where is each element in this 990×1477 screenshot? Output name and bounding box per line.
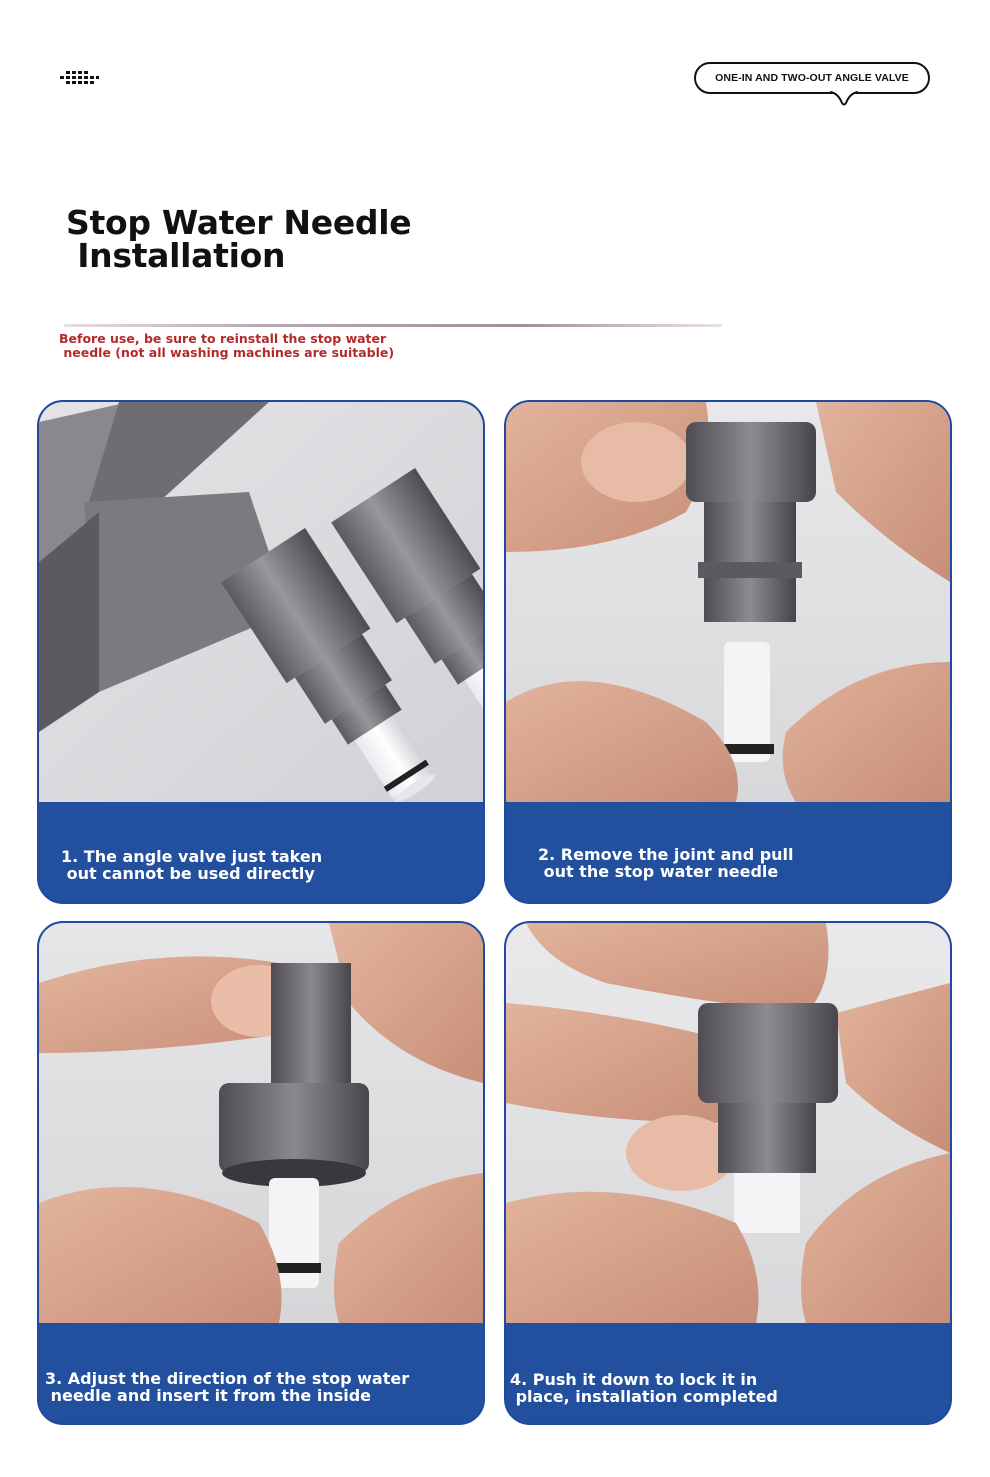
step-4-caption-panel xyxy=(506,1323,950,1423)
warning-note: Before use, be sure to reinstall the stop water needle (not all washing machines are suitable) xyxy=(59,331,395,360)
divider xyxy=(64,324,722,327)
speech-bubble-tail xyxy=(824,91,864,107)
step-card-4 xyxy=(504,921,952,1425)
step-card-1 xyxy=(37,400,485,904)
step-1-caption-panel xyxy=(39,802,483,902)
step-3-caption: 3. Adjust the direction of the stop water needle and insert it from the inside xyxy=(45,1369,410,1405)
step-card-2 xyxy=(504,400,952,904)
step-4-photo xyxy=(506,923,950,1323)
product-badge: ONE-IN AND TWO-OUT ANGLE VALVE xyxy=(694,62,930,94)
dotted-logo-icon xyxy=(58,70,100,86)
step-1-photo xyxy=(39,402,483,802)
page-title: Stop Water Needle Installation xyxy=(66,203,412,275)
step-3-photo xyxy=(39,923,483,1323)
step-4-caption: 4. Push it down to lock it in place, installation completed xyxy=(510,1370,778,1406)
step-2-caption-panel xyxy=(506,802,950,902)
step-3-caption-panel xyxy=(39,1323,483,1423)
step-2-photo xyxy=(506,402,950,802)
step-1-caption: 1. The angle valve just taken out cannot be used directly xyxy=(61,847,323,883)
step-2-caption: 2. Remove the joint and pull out the stop water needle xyxy=(538,845,794,881)
step-card-3 xyxy=(37,921,485,1425)
